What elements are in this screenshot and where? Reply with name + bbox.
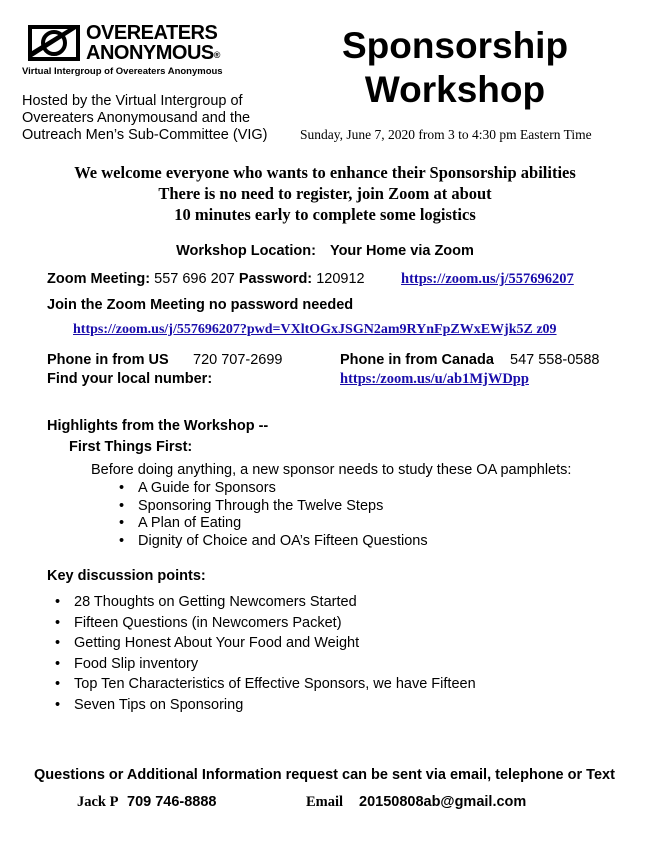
title-line1: Sponsorship [341,25,569,66]
pamphlet-list [138,480,428,550]
phone-canada-number: 547 558-0588 [510,352,600,368]
phone-canada-label: Phone in from Canada [340,352,494,368]
contact-email[interactable]: 20150808ab@gmail.com [359,794,527,810]
list-item: • A Plan of Eating [138,515,428,533]
phone-us [47,352,169,368]
phone-us-label: Phone in from US [47,352,169,368]
location-label: Workshop Location: [176,243,316,259]
discussion-heading: Key discussion points: [47,568,206,584]
oa-logo-icon [28,25,80,61]
list-item: • Food Slip inventory [74,654,476,675]
zoom-meeting-info [47,271,365,287]
workshop-location [0,243,650,259]
list-item: • Seven Tips on Sponsoring [74,695,476,716]
page-title [300,24,610,112]
zoom-join-label: Join the Zoom Meeting no password needed [47,297,354,313]
contact-email-label: Email [306,794,344,810]
title-line2: Workshop [364,69,546,110]
zoom-join-link[interactable]: https://zoom.us/j/557696207?pwd=VXltOGxJSGN2am9RYnFpZWxEWjk5Z z09 [73,322,557,337]
phone-us-number: 720 707-2699 [193,352,283,368]
local-number-label: Find your local number: [47,371,213,387]
zoom-password-label: Password: [238,271,313,287]
contact-phone: 709 746-8888 [127,794,217,810]
logo-subtitle: Virtual Intergroup of Overeaters Anonymous [22,66,223,77]
highlights-intro: Before doing anything, a new sponsor needs to study these OA pamphlets: [91,462,572,478]
list-item: • Fifteen Questions (in Newcomers Packet) [74,613,476,634]
discussion-list [74,592,476,715]
event-date: Sunday, June 7, 2020 from 3 to 4:30 pm Eastern Time [300,127,592,142]
hosted-by-text: Hosted by the Virtual Intergroup of Overeaters Anonymousand and the Outreach Men’s Sub-Committee (VIG) [22,93,268,143]
contact-name: Jack P [77,794,119,810]
contact-heading: Questions or Additional Information request can be sent via email, telephone or Text [34,767,615,783]
logo-text-line1: OVEREATERS [86,22,218,44]
highlights-subheading: First Things First: [69,439,193,455]
highlights-heading: Highlights from the Workshop -- [47,418,269,434]
zoom-meeting-label: Zoom Meeting: [47,271,151,287]
logo-text-line2: ANONYMOUS® [86,42,220,64]
list-item: • Sponsoring Through the Twelve Steps [138,498,428,516]
zoom-password: 120912 [316,271,365,287]
local-number-link[interactable]: https:/zoom.us/u/ab1MjWDpp [340,371,529,387]
list-item: • Getting Honest About Your Food and Weight [74,633,476,654]
welcome-line1: We welcome everyone who wants to enhance their Sponsorship abilities [74,163,576,182]
list-item: • 28 Thoughts on Getting Newcomers Started [74,592,476,613]
welcome-line2: There is no need to register, join Zoom at about [158,184,492,203]
welcome-line3: 10 minutes early to complete some logistics [174,205,476,224]
list-item: • A Guide for Sponsors [138,480,428,498]
zoom-meeting-link[interactable]: https://zoom.us/j/557696207 [401,271,574,287]
zoom-meeting-id: 557 696 207 [154,271,235,287]
welcome-message [0,162,650,225]
list-item: • Top Ten Characteristics of Effective Sponsors, we have Fifteen [74,674,476,695]
list-item: • Dignity of Choice and OA’s Fifteen Questions [138,533,428,551]
location-value: Your Home via Zoom [329,243,474,259]
